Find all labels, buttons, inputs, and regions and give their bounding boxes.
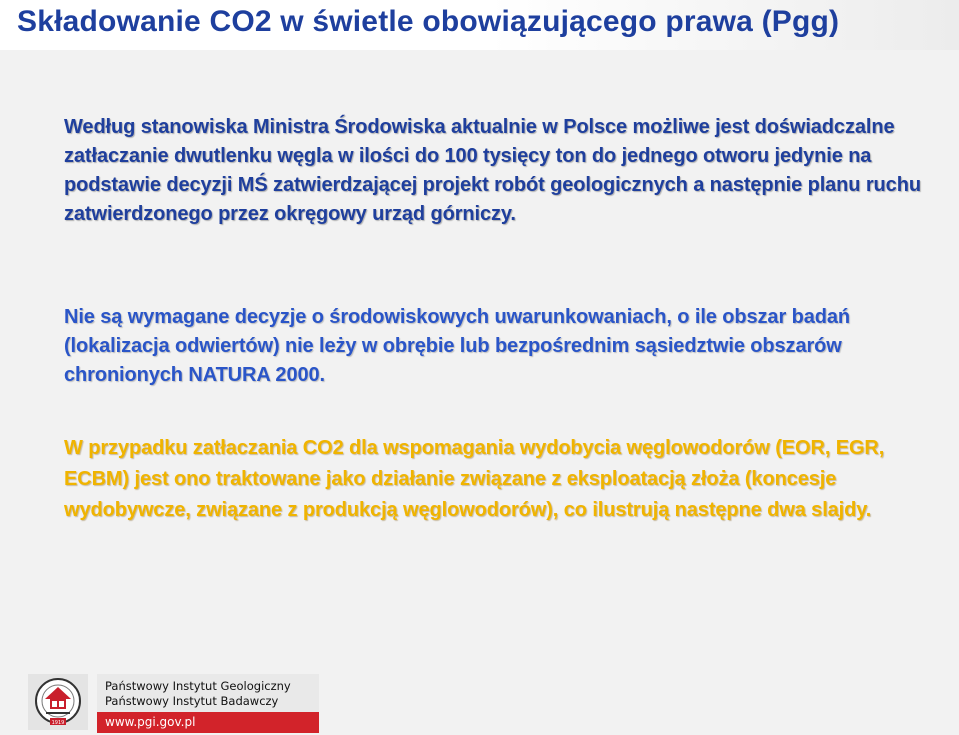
institute-name-line1: Państwowy Instytut Geologiczny — [105, 679, 291, 693]
footer-url-bar — [97, 712, 319, 733]
paragraph-natura-2000: Nie są wymagane decyzje o środowiskowych uwarunkowaniach, o ile obszar badań (lokalizacja odwiertów) nie leży w obrębie lub bezpośrednim sąsiedztwie obszarów chronionych NATURA 2000. — [64, 306, 850, 386]
footer-institute — [97, 674, 319, 712]
title-bar — [0, 0, 959, 50]
slide-title: Składowanie CO2 w świetle obowiązującego prawa (Pgg) — [17, 5, 840, 38]
institute-name-line2: Państwowy Instytut Badawczy — [105, 694, 279, 708]
paragraph-eor-egr-ecbm: W przypadku zatłaczania CO2 dla wspomagania wydobycia węglowodorów (EOR, EGR, ECBM) jest ono traktowane jako działanie związane z eksploatacją złoża (koncesje wydobywcze, związane z produkcją węglowodorów), co ilustrują następne dwa slajdy. — [64, 437, 885, 521]
pgi-logo — [28, 674, 88, 730]
pgi-seal-icon — [28, 674, 88, 730]
logo-year: 1919 — [51, 720, 65, 726]
website-link[interactable]: www.pgi.gov.pl — [105, 715, 196, 729]
paragraph-ministry-position: Według stanowiska Ministra Środowiska aktualnie w Polsce możliwe jest doświadczalne zatłaczanie dwutlenku węgla w ilości do 100 tysięcy ton do jednego otworu jedynie na podstawie decyzji MŚ zatwierdzającej projekt robót geologicznych a następnie planu ruchu zatwierdzonego przez okręgowy urząd górniczy. — [64, 116, 921, 225]
